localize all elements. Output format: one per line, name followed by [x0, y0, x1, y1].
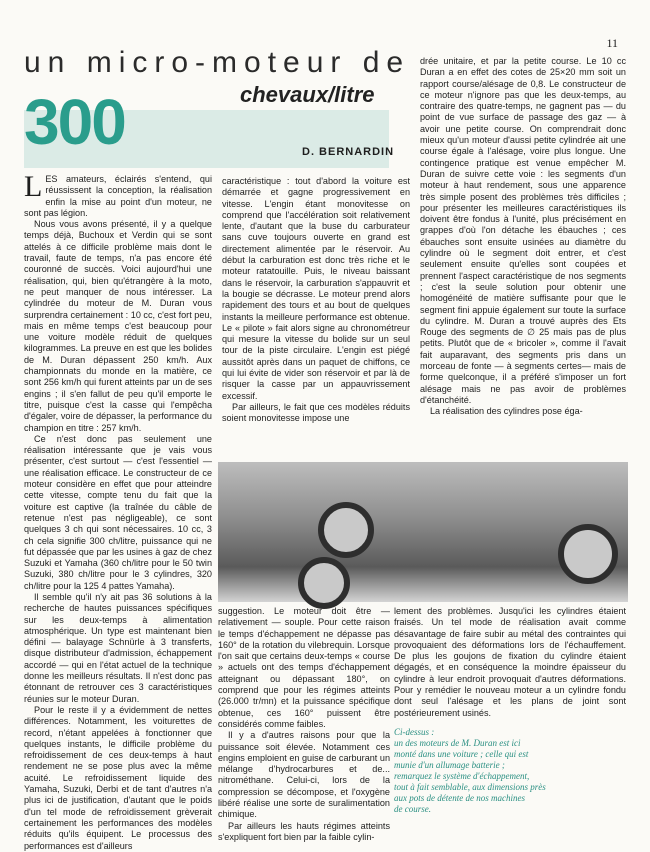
paragraph: Ce n'est donc pas seulement une réalisation intéressante que je vais vous présenter, c'est surtout — c'est l'essentiel — une réalisation efficace. Le constructeur de ce moteur considère en effet que pour atteindre cette vitesse, compte tenu du fait que la voiture est captive (la traînée du câble de retenue n'est pas négligeable), ce sont quelques 3 ch qui sont nécessaires. 10 cc, 3 ch cela signifie 300 ch/litre, puissance qui ne fut dépassée que par les usines à gaz de chez Suzuki et Yamaha (360 ch/litre pour le 50 twin Suzuki, 380 ch/litre pour le 3 cylindres, 320 ch/litre pour la 125 4 pattes Yamaha).	[24, 433, 212, 591]
paragraph: caractéristique : tout d'abord la voiture est démarrée et gagne progressivement en vitesse. L'engin étant monovitesse on comprend que l'accélération soit relativement lente, d'autant que la buse du carburateur sans cuve toujours ouverte en grand est directement alimentée par le réservoir. Au début la carburation est donc très riche et le moteur ratatouille. Puis, le niveau baissant dans le réservoir, la carburation s'appauvrit et la bougie se décrasse. Le moteur prend alors rapidement des tours et au bout de quelques instants la meilleure performance est obtenue. Le « pilote » fait alors signe au chronométreur qui mesure la vitesse du bolide sur un seul tour de la piste circulaire. L'engin est piégé aussitôt après dans un paquet de chiffons, ce qui lui évite de vider son réservoir et par là de risquer la casse par un appauvrissement excessif.	[222, 176, 410, 401]
paragraph: lement des problèmes. Jusqu'ici les cylindres étaient fraisés. Un tel mode de réalisation avait comme désavantage de faire subir au métal des contraintes qui provoquaient des déformations lors de l'échauffement. De plus les goujons de fixation du cylindre étaient dégagés, et en conséquence la moindre épaisseur du cylindre à leur endroit provoquait d'autres déformations. Pour y remédier le nouveau moteur a un cylindre fondu dont seul l'alésage et les plans de joint sont postérieurement usinés.	[394, 606, 626, 718]
page-number: 11	[606, 36, 618, 50]
paragraph: La réalisation des cylindres pose éga-	[430, 406, 583, 417]
caption-line: Ci-dessus :	[394, 727, 435, 737]
column-2-bottom	[218, 606, 390, 842]
title-line-2: chevaux/litre	[240, 82, 375, 107]
paragraph: Par ailleurs, le fait que ces modèles réduits soient monovitesse impose une	[222, 401, 410, 424]
column-2-top	[222, 176, 410, 458]
paragraph: Par ailleurs les hauts régimes atteints s'expliquent fort bien par la faible cylin-	[218, 820, 390, 842]
title-number: 300	[24, 86, 125, 158]
caption-line: munie d'un allumage batterie ;	[394, 760, 505, 770]
author: D. BERNARDIN	[302, 146, 395, 158]
paragraph: Nous vous avons présenté, il y a quelque temps déjà, Buchoux et Verdin qui se sont attelés à ce difficile problème mais dont le travail, faute de temps, n'a pas encore été couronné de succès. Voici aujourd'hui une réalisation, qui, bien qu'étrangère à la moto, ne peut manquer de nous intéresser. La cylindrée du moteur de M. Duran vous surprendra certainement : 10 cc, c'est fort peu, mais en même temps c'est beaucoup pour une voiture modèle réduit de quelques kilogrammes. La preuve en est que les bolides de M. Duran dépassent 250 km/h. Aux championnats du monde en la matière, ce sont 256 km/h qui furent atteints par un de ses engins ; il s'en fallut de peu qu'il emporte le titre, puisque c'est la casse qui l'empêcha d'égaler, voire de dépasser, la performance du champion en titre : 257 km/h.	[24, 219, 212, 433]
caption-line: aux pots de détente de nos machines	[394, 793, 525, 803]
caption-line: remarquez le système d'échappement,	[394, 771, 530, 781]
motor-car-photo	[218, 462, 628, 602]
drop-cap: L	[24, 170, 43, 203]
paragraph: Il semble qu'il n'y ait pas 36 solutions à la recherche de hautes puissances spécifiques sur les deux-temps à alimentation atmosphérique. Un type est maintenant bien défini — balayage Schnürle à 3 transferts, disque distributeur d'admission, échappement accordé — qui en l'état actuel de la technique donne les meilleurs résultats. Il n'est donc pas étonnant de retrouver ces 3 caractéristiques réunies sur le moteur Duran.	[24, 591, 212, 704]
wheel-graphic	[318, 502, 374, 558]
photo-caption	[394, 727, 626, 815]
paragraph: suggestion. Le moteur doit être — relativement — souple. Pour cette raison le temps d'échappement ne dépasse pas 160° de la rotation du vilebrequin. Lorsque l'on sait que certains deux-temps « course » actuels ont des temps d'échappement atteignant ou dépassant 180°, on comprend que pour les régimes atteints (26.000 tr/mn) et la puissance spécifique obtenue, ces 160° puissent être considérés comme faibles.	[218, 606, 390, 729]
wheel-graphic	[298, 557, 350, 609]
title-line-1: un micro-moteur de	[24, 46, 411, 79]
column-3-bottom	[394, 606, 626, 724]
paragraph: Pour le reste il y a évidemment de nettes différences. Notamment, les voiturettes de record, n'étant appelées à fonctionner que quelques instants, le difficile problème du refroidissement de ces deux-temps à haut rendement ne se pose plus avec la même acuité. Le refroidissement liquide des Yamaha, Suzuki, Derbi et de tant d'autres n'a plus ici de justification, d'autant que le poids d'un tel mode de refroidissement grèverait certainement les performances des modèles réduits qu'ils équipent. Le processus des performances est d'ailleurs	[24, 704, 212, 851]
paragraph: Il y a d'autres raisons pour que la puissance soit élevée. Notamment ces engins emploient en guise de carburant un mélange d'hydrocarbures et de... nitrométhane. Celui-ci, lors de la compression se décompose, et l'oxygène libéré réalise une sorte de suralimentation chimique.	[218, 730, 390, 820]
caption-line: un des moteurs de M. Duran est ici	[394, 738, 521, 748]
caption-line: monté dans une voiture ; celle qui est	[394, 749, 529, 759]
caption-line: de course.	[394, 804, 431, 814]
column-1	[24, 170, 212, 851]
paragraph: LES amateurs, éclairés s'entend, qui réussissent la conception, la réalisation enfin la mise au point d'un moteur, ne sont pas légion.	[24, 170, 212, 218]
column-3-top	[420, 56, 626, 458]
caption-line: tout à fait semblable, aux dimensions près	[394, 782, 546, 792]
wheel-graphic	[558, 524, 618, 584]
paragraph: drée unitaire, et par la petite course. Le 10 cc Duran a en effet des cotes de 25×20 mm soit un rapport course/alésage de 0,8. Le constructeur de ce moteur n'ignore pas que les deux-temps, au contraire des quatre-temps, ne gagnent pas — du point de vue surface de passage des gaz — à avoir une petite course. On comprendrait donc mieux qu'un moteur d'aussi petite cylindrée ait une course égale à l'alésage, voire plus longue. Une contingence pratique est venue empêcher M. Duran de suivre cette voie : les segments d'un moteur à haut rendement, sous une apparence très simple posent des problèmes très difficiles ; pour présenter les meilleures caractéristiques ils doivent être fondus à l'unité, plus précisément en grappes d'où l'on détache les ébauches ; ces ébauches sont ensuite usinées au diamètre du cylindre où le segment doit entrer, et c'est seulement ensuite qu'elles sont coupées et prennent l'aspect caractéristique de nos segments ; c'est la seule solution pour obtenir une homogénéité de matière suffisante pour que le segment fini appuie également sur toute la surface du cylindre. M. Duran a trouvé auprès des Ets Rouge des segments de ∅ 25 mais pas de plus petits. Plutôt que de « bricoler », comme il l'avait fait auparavant, des segments pris dans un morceau de fonte — à segments certes— mais de forme quelconque, il a préféré s'imposer un fort alésage mais ne pas avoir de problèmes d'étanchéité.	[420, 56, 626, 405]
